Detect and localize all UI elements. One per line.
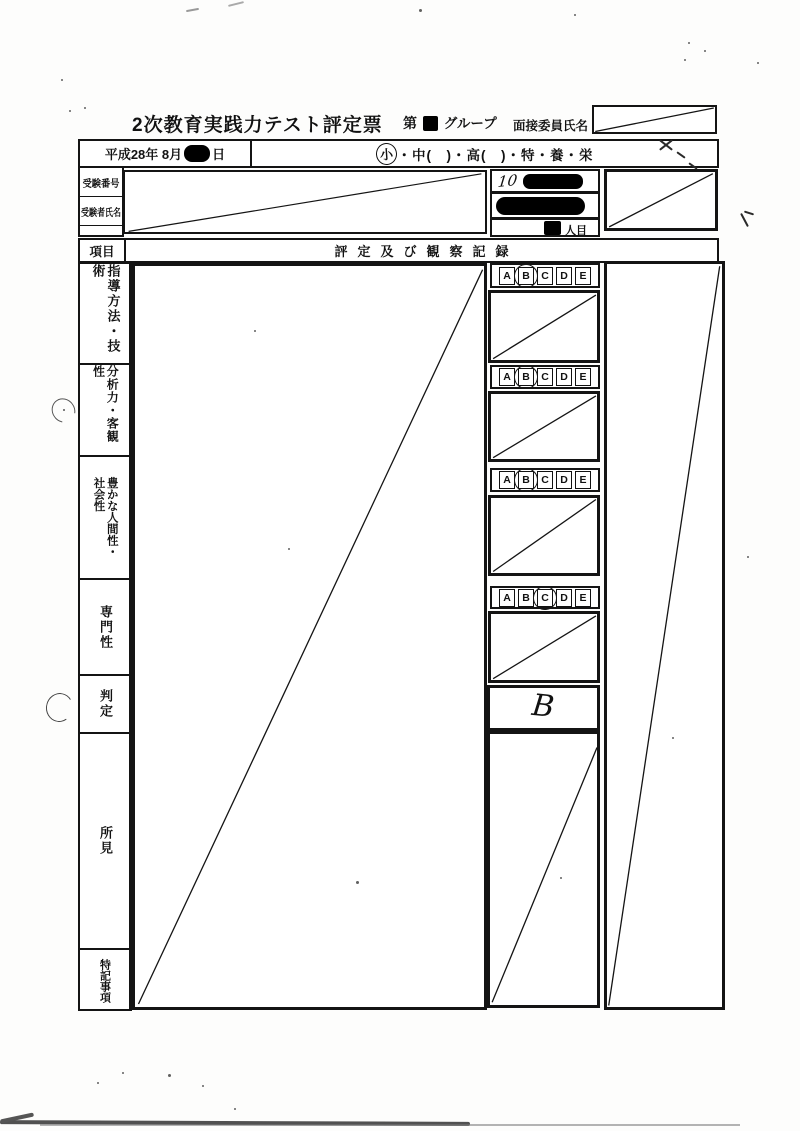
rating-comment-box-2 (488, 391, 600, 462)
rating-letter-B: B (518, 267, 534, 285)
rating-letter-C: C (537, 267, 553, 285)
rating-letter-B: B (518, 589, 534, 607)
interviewer-name-label: 面接委員氏名 (513, 119, 589, 133)
rating-letter-C: C (537, 368, 553, 386)
ink-speck (574, 14, 576, 16)
ink-speck (688, 42, 690, 44)
rating-comment-box-4 (488, 611, 600, 683)
ink-speck (84, 107, 86, 109)
rating-letter-A: A (499, 471, 515, 489)
school-level-circled: 小 (375, 142, 397, 165)
sidebar-label-line2: 社会性 (92, 477, 105, 512)
ink-speck (122, 1072, 124, 1074)
sidebar-label: 分析力・客観性 (91, 365, 120, 443)
diagonal-strike (607, 264, 722, 1007)
hole-punch-dot (63, 409, 65, 411)
rating-strip-expertise (490, 586, 600, 609)
rating-letter-D: D (556, 589, 572, 607)
header-right-box (604, 169, 718, 231)
sidebar-item-judgement (80, 676, 129, 734)
page-title: 2次教育実践力テスト評定票 (132, 115, 383, 136)
ink-speck (747, 556, 749, 558)
diagonal-strike (607, 172, 715, 228)
examinee-name-box (123, 170, 487, 234)
order-number-redaction (544, 221, 561, 235)
handwritten-judgement: B (530, 687, 557, 725)
sidebar-column (78, 262, 132, 1011)
examinee-name-label: 受験者氏名 (81, 207, 121, 219)
examinee-number-label: 受験番号 (82, 178, 120, 190)
rating-letter-E: E (575, 267, 591, 285)
ink-speck (704, 50, 706, 52)
date-day-redaction (184, 145, 210, 162)
middle-bottom-box (487, 731, 600, 1008)
scan-smudge (40, 1124, 740, 1126)
interviewer-name-box (592, 105, 717, 134)
judgement-value-cell (487, 685, 600, 731)
sidebar-label: 所見 (97, 826, 113, 856)
sidebar-label: 特記事項 (98, 958, 111, 1003)
rating-letter-A: A (499, 589, 515, 607)
ink-speck (757, 62, 759, 64)
rating-letter-E: E (575, 368, 591, 386)
rating-strip-teaching-methods (490, 263, 600, 288)
ink-speck (560, 877, 562, 879)
group-number-redaction (423, 116, 438, 131)
examinee-order-cell (490, 218, 600, 237)
school-level-options: ・中( )・高( )・特・養・栄 (397, 147, 594, 163)
handwritten-circle (512, 262, 539, 289)
ink-speck (672, 737, 674, 739)
sidebar-item-teaching-methods (80, 264, 129, 365)
rating-comment-box-3 (488, 495, 600, 576)
date-cell (80, 141, 252, 166)
rating-letter-B: B (518, 368, 534, 386)
ink-speck (234, 1108, 236, 1110)
rating-strip-humanity (490, 468, 600, 492)
sidebar-label: 専門性 (97, 604, 113, 650)
item-header: 項目 (89, 244, 115, 259)
sidebar-label-line1: 豊かな人間性・ (105, 477, 118, 558)
handwritten-circle (531, 584, 558, 611)
group-field (403, 112, 497, 133)
ink-speck (168, 1074, 171, 1077)
rating-letter-D: D (556, 368, 572, 386)
scan-dash (228, 1, 244, 7)
sidebar-item-notes (80, 950, 129, 1011)
group-suffix: グループ (443, 116, 497, 131)
right-column-box (604, 261, 725, 1010)
date-text: 平成28年 8月 (104, 147, 183, 162)
rating-strip-analysis (490, 365, 600, 389)
rating-letter-A: A (499, 267, 515, 285)
examinee-label-column (78, 168, 124, 237)
rating-letter-A: A (499, 368, 515, 386)
rating-letter-D: D (556, 267, 572, 285)
ink-speck (419, 9, 422, 12)
rating-letter-E: E (575, 471, 591, 489)
diagonal-strike (491, 394, 597, 459)
examinee-number-label-cell (80, 168, 122, 197)
rating-letter-D: D (556, 471, 572, 489)
order-suffix: 人目 (565, 225, 587, 237)
sidebar-label: 判定 (97, 689, 113, 719)
ink-speck (69, 110, 71, 112)
scan-dash (186, 8, 199, 12)
handwritten-circle (512, 363, 539, 390)
ink-speck (288, 548, 290, 550)
rating-letter-E: E (575, 589, 591, 607)
sidebar-item-expertise (80, 580, 129, 676)
diagonal-strike (594, 107, 715, 132)
ink-speck (254, 330, 256, 332)
item-header-cell (80, 240, 126, 261)
record-header: 評定及び観察記録 (334, 244, 519, 259)
school-level-cell (252, 141, 717, 166)
handwritten-circle (512, 466, 539, 493)
sidebar-item-humanity (80, 457, 129, 580)
handwritten-number: 10 (496, 171, 519, 191)
ink-speck (61, 79, 63, 81)
sidebar-item-analysis (80, 365, 129, 457)
diagonal-strike (125, 172, 485, 232)
diagonal-strike (135, 266, 484, 1007)
sidebar-item-findings (80, 734, 129, 950)
observation-record-box (132, 263, 487, 1010)
group-prefix: 第 (403, 115, 417, 131)
diagonal-strike (491, 498, 597, 573)
rating-letter-C: C (537, 471, 553, 489)
diagonal-strike (490, 734, 597, 1005)
ink-speck (202, 1085, 204, 1087)
name-redaction-bar (496, 197, 585, 215)
table-header-row (78, 238, 719, 263)
ink-speck (97, 1082, 99, 1084)
examinee-number-value-cell (490, 169, 600, 193)
diagonal-strike (491, 293, 597, 360)
pen-mark (744, 211, 754, 216)
pen-mark (740, 213, 749, 227)
ink-speck (356, 881, 359, 884)
record-header-cell (126, 240, 717, 261)
rating-letter-B: B (518, 471, 534, 489)
number-redaction-bar (523, 174, 583, 189)
rating-comment-box-1 (488, 290, 600, 363)
examinee-name-value-cell (490, 192, 600, 219)
header-row (78, 139, 719, 168)
hole-punch-mark (43, 691, 75, 725)
sidebar-label: 指導方法・技術 (90, 264, 121, 354)
date-day-suffix: 日 (212, 147, 226, 162)
examinee-name-label-cell (80, 197, 122, 226)
diagonal-strike (491, 614, 597, 680)
rating-letter-C: C (537, 589, 553, 607)
ink-speck (684, 59, 686, 61)
